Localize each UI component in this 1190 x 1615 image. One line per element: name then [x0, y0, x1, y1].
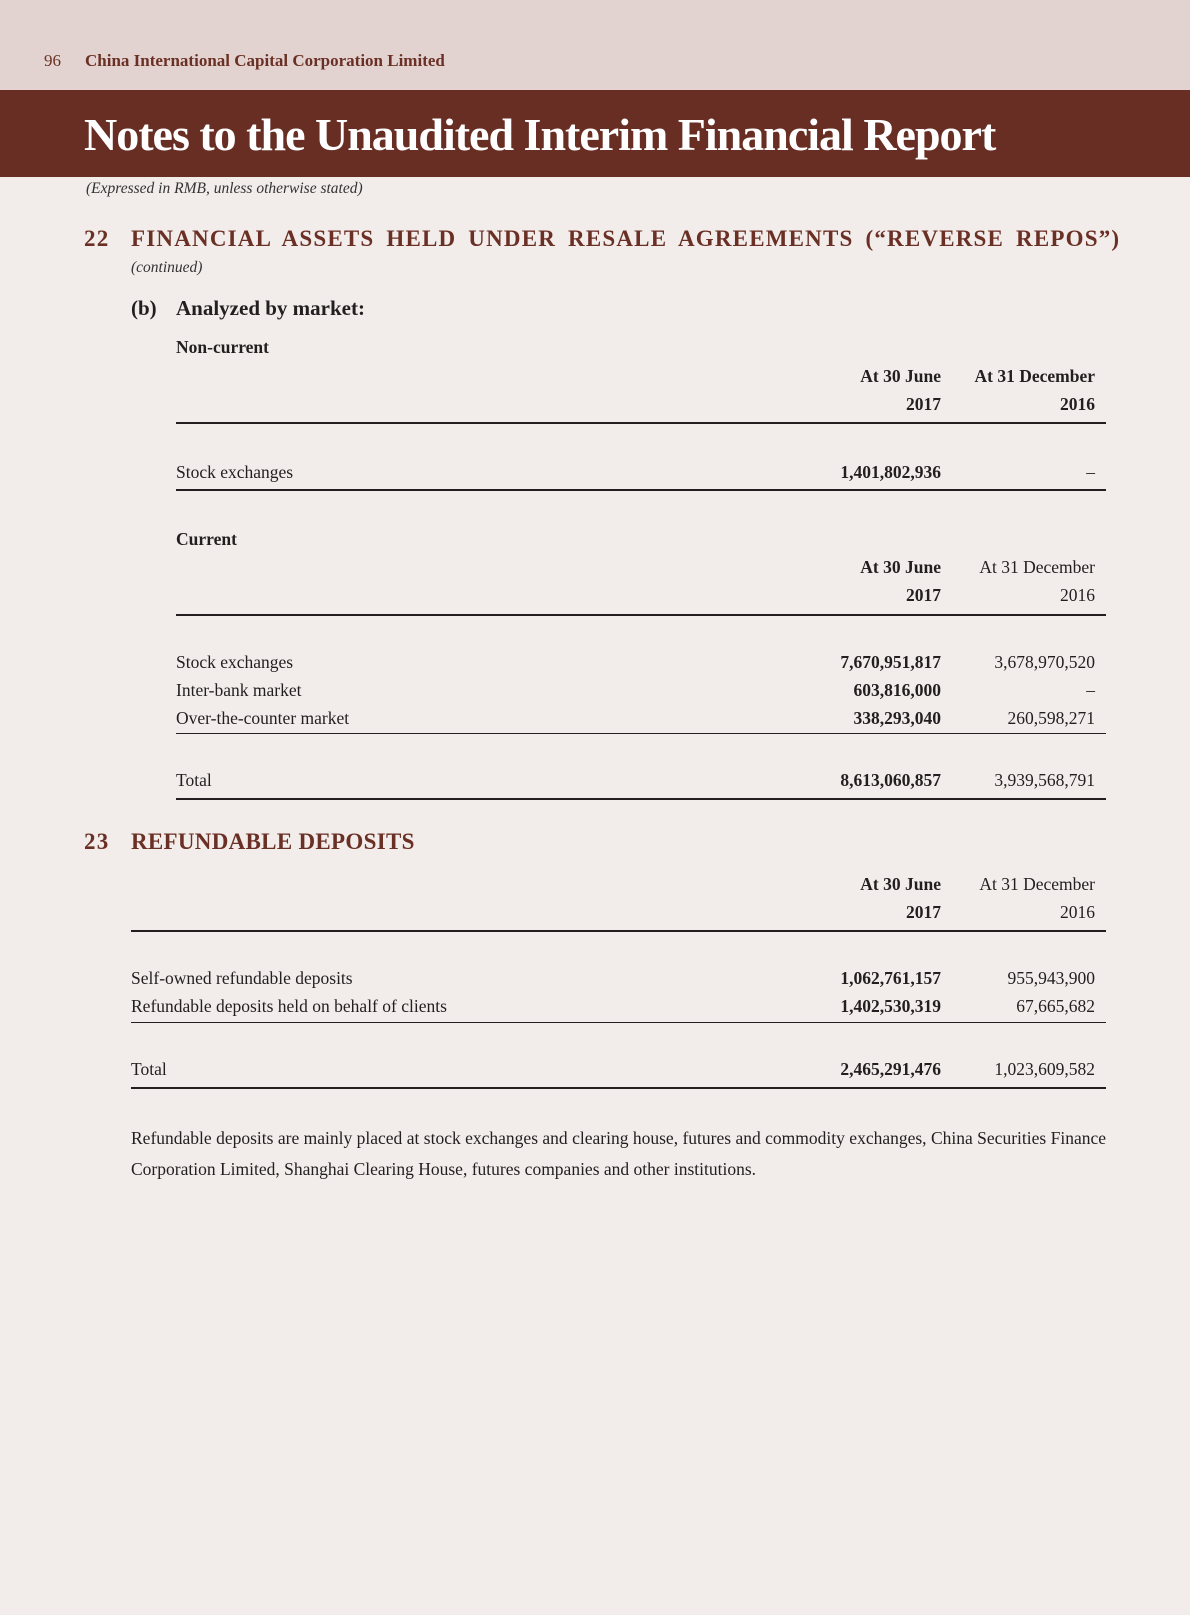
- row-value-2016: 260,598,271: [1007, 708, 1095, 728]
- divider: [131, 1022, 1106, 1023]
- divider: [176, 614, 1106, 616]
- col-header-2017: At 30 June: [860, 366, 941, 386]
- divider: [131, 1087, 1106, 1089]
- row-value-2016: 67,665,682: [1016, 996, 1095, 1016]
- continued-label: (continued): [131, 259, 203, 276]
- refundable-deposits-note: Refundable deposits are mainly placed at stock exchanges and clearing house, futures and commodity exchanges, China Securities Finance Corporation Limited, Shanghai Clearing House, futures companies and other institutions.: [131, 1128, 1106, 1179]
- divider: [176, 489, 1106, 491]
- noncurrent-label: Non-current: [176, 337, 269, 357]
- currency-note: (Expressed in RMB, unless otherwise stated): [86, 180, 363, 197]
- page-header-bar: [0, 0, 1190, 90]
- col-header-2016-year: 2016: [1060, 902, 1095, 922]
- total-label: Total: [131, 1059, 167, 1079]
- row-value-2016: 3,678,970,520: [994, 652, 1095, 672]
- divider: [131, 930, 1106, 932]
- row-value-2017: 1,402,530,319: [840, 996, 941, 1016]
- row-label: Refundable deposits held on behalf of clients: [131, 996, 447, 1016]
- total-value-2016: 1,023,609,582: [994, 1059, 1095, 1079]
- company-name: China International Capital Corporation Limited: [85, 51, 445, 70]
- row-value-2017: 338,293,040: [853, 708, 941, 728]
- total-value-2016: 3,939,568,791: [994, 770, 1095, 790]
- col-header-2016: At 31 December: [979, 557, 1095, 577]
- col-header-2017-year: 2017: [906, 902, 941, 922]
- total-value-2017: 8,613,060,857: [840, 770, 941, 790]
- page-title: Notes to the Unaudited Interim Financial Report: [84, 109, 996, 160]
- col-header-2017: At 30 June: [860, 874, 941, 894]
- row-value-2017: 7,670,951,817: [840, 652, 941, 672]
- section-23-heading: REFUNDABLE DEPOSITS: [131, 829, 415, 854]
- col-header-2016-year: 2016: [1060, 585, 1095, 605]
- row-label: Self-owned refundable deposits: [131, 968, 353, 988]
- total-value-2017: 2,465,291,476: [840, 1059, 941, 1079]
- total-label: Total: [176, 770, 212, 790]
- current-label: Current: [176, 529, 237, 549]
- section-23-number: 23: [84, 829, 110, 854]
- row-label: Over-the-counter market: [176, 708, 350, 728]
- col-header-2017-year: 2017: [906, 585, 941, 605]
- divider: [176, 733, 1106, 734]
- col-header-2017: At 30 June: [860, 557, 941, 577]
- row-label: Stock exchanges: [176, 462, 294, 482]
- col-header-2017-year: 2017: [906, 394, 941, 414]
- col-header-2016: At 31 December: [974, 366, 1095, 386]
- col-header-2016: At 31 December: [979, 874, 1095, 894]
- divider: [176, 798, 1106, 800]
- sub-heading: Analyzed by market:: [176, 296, 365, 320]
- row-value-2017: 1,401,802,936: [840, 462, 941, 482]
- section-22-heading: FINANCIAL ASSETS HELD UNDER RESALE AGREEMENTS (“REVERSE REPOS”): [131, 226, 1121, 251]
- row-label: Stock exchanges: [176, 652, 294, 672]
- row-value-2017: 603,816,000: [853, 680, 941, 700]
- row-value-2016: 955,943,900: [1007, 968, 1095, 988]
- row-value-2016: –: [1086, 680, 1095, 700]
- row-value-2017: 1,062,761,157: [840, 968, 941, 988]
- section-22-number: 22: [84, 226, 110, 251]
- divider: [176, 422, 1106, 424]
- sub-label: (b): [131, 296, 157, 320]
- row-label: Inter-bank market: [176, 680, 302, 700]
- page-number: 96: [44, 51, 61, 70]
- row-value-2016: –: [1086, 462, 1095, 482]
- col-header-2016-year: 2016: [1060, 394, 1095, 414]
